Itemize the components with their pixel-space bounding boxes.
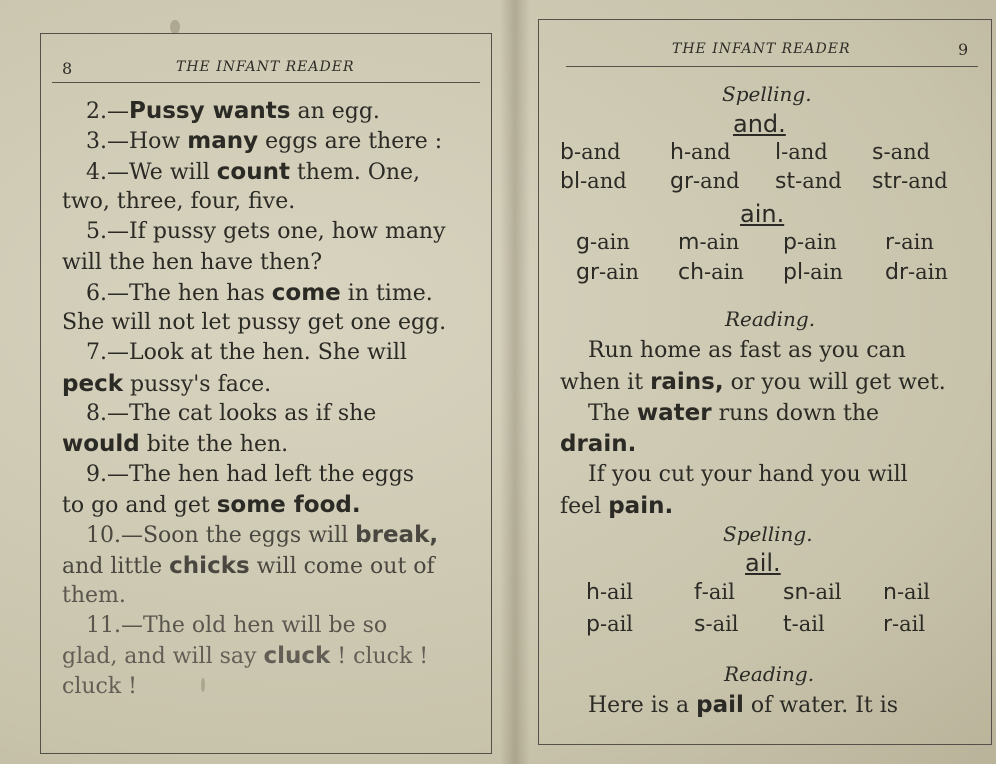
spelling-word: [783, 612, 825, 637]
reading-heading-2: Reading.: [724, 662, 815, 686]
left-page-number: 8: [62, 59, 73, 78]
text-run: will the hen have then?: [62, 249, 323, 275]
text-line: [588, 400, 879, 426]
word-ending: -ain: [796, 230, 837, 254]
word-prefix: n: [883, 580, 897, 605]
spelling-word: [783, 260, 843, 285]
paper-blemish: [170, 20, 180, 34]
emphasized-word: count: [216, 158, 290, 185]
word-prefix: str: [872, 169, 902, 194]
spelling-word: [678, 230, 739, 255]
word-ending: -and: [795, 169, 842, 193]
word-ending: -and: [580, 169, 627, 193]
text-run: Here is a: [588, 693, 697, 718]
word-ending: -ain: [894, 230, 934, 254]
word-prefix: r: [883, 612, 893, 637]
text-line: [86, 401, 376, 426]
word-ending: -ail: [791, 612, 825, 636]
spelling-word: [560, 140, 621, 165]
text-run: cluck !: [62, 673, 138, 699]
spelling-heading-2: Spelling.: [723, 522, 813, 546]
text-run: to go and get: [62, 492, 217, 518]
text-run: 8.—The cat looks as if she: [86, 401, 377, 426]
text-run: will come out of: [249, 553, 435, 579]
text-run: 10.—Soon the eggs will: [86, 523, 356, 549]
emphasized-word: water: [636, 400, 712, 426]
spelling-word: [576, 230, 630, 255]
and-heading: and.: [733, 110, 786, 138]
text-run: She will not let pussy get one egg.: [62, 310, 447, 336]
spelling-word: [560, 169, 627, 194]
text-run: feel: [560, 494, 609, 519]
text-line: [86, 613, 387, 638]
word-prefix: l: [775, 140, 782, 165]
text-line: [62, 583, 126, 608]
word-ending: -ain: [704, 260, 744, 284]
book-gutter: [500, 0, 530, 764]
emphasized-word: would: [62, 431, 140, 458]
text-run: eggs are there :: [258, 129, 443, 155]
emphasized-word: break,: [355, 522, 439, 549]
text-run: and little: [62, 553, 170, 579]
word-prefix: s: [872, 140, 884, 165]
word-prefix: bl: [560, 169, 581, 194]
word-ending: -ain: [599, 260, 639, 284]
text-run: two, three, four, five.: [62, 188, 296, 214]
text-line: [62, 431, 288, 457]
text-run: or you will get wet.: [723, 370, 946, 395]
text-line: [560, 369, 946, 395]
text-line: [62, 674, 137, 699]
text-line: [62, 250, 322, 275]
text-line: [588, 338, 906, 363]
text-line: [62, 189, 295, 214]
text-run: 2.—: [86, 99, 129, 124]
word-ending: -ain: [589, 230, 630, 254]
spelling-word: [872, 169, 948, 194]
left-running-head: THE INFANT READER: [176, 59, 355, 75]
text-line: [86, 522, 438, 548]
word-prefix: ch: [678, 260, 705, 285]
emphasized-word: chicks: [169, 552, 250, 579]
word-ending: -and: [683, 140, 731, 164]
text-run: in time.: [340, 280, 433, 306]
ain-heading: ain.: [740, 200, 785, 228]
text-line: [588, 462, 908, 487]
text-run: them. One,: [289, 159, 421, 185]
text-run: 4.—We will: [86, 159, 217, 185]
text-run: The: [588, 401, 637, 426]
emphasized-word: many: [187, 128, 259, 155]
text-run: 3.—How: [86, 129, 188, 155]
emphasized-word: rains,: [650, 369, 724, 395]
emphasized-word: pain.: [608, 493, 674, 519]
emphasized-word: pail: [696, 692, 744, 718]
word-prefix: m: [678, 230, 700, 255]
word-ending: -and: [781, 140, 828, 164]
text-line: [62, 371, 271, 397]
text-line: [86, 159, 420, 185]
spelling-word: [694, 580, 735, 605]
word-prefix: st: [775, 169, 796, 194]
spelling-word: [586, 580, 633, 605]
word-prefix: sn: [783, 580, 809, 605]
spelling-word: [783, 580, 841, 605]
word-ending: -ain: [803, 260, 843, 284]
text-line: [62, 643, 428, 669]
word-ending: -and: [883, 140, 931, 164]
word-ending: -ail: [808, 580, 842, 604]
word-ending: -ail: [892, 612, 926, 636]
spelling-word: [678, 260, 744, 285]
text-run: an egg.: [290, 99, 380, 124]
word-ending: -ain: [908, 260, 948, 284]
text-run: 7.—Look at the hen. She will: [86, 340, 407, 366]
ail-heading: ail.: [745, 549, 781, 577]
word-prefix: p: [783, 230, 797, 255]
text-line: [62, 553, 435, 579]
word-prefix: h: [670, 140, 684, 165]
spelling-word: [885, 230, 934, 255]
spelling-word: [872, 140, 930, 165]
word-prefix: r: [885, 230, 895, 255]
word-prefix: gr: [670, 169, 694, 194]
spelling-word: [670, 140, 731, 165]
word-ending: -and: [693, 169, 740, 193]
text-run: 5.—If pussy gets one, how many: [86, 219, 446, 245]
spelling-word: [883, 580, 930, 605]
text-run: runs down the: [711, 401, 880, 426]
spelling-word: [885, 260, 948, 285]
word-prefix: p: [586, 612, 600, 637]
text-run: glad, and will say: [62, 644, 264, 670]
text-run: when it: [560, 370, 651, 395]
text-run: 6.—The hen has: [86, 280, 272, 306]
word-prefix: gr: [576, 260, 600, 285]
spelling-word: [576, 260, 639, 285]
text-run: Run home as fast as you can: [588, 338, 906, 363]
text-line: [86, 219, 446, 244]
spelling-word: [775, 140, 828, 165]
text-line: [588, 692, 898, 718]
spelling-word: [694, 612, 739, 637]
text-line: [62, 492, 361, 518]
spelling-word: [586, 612, 633, 637]
word-ending: -ail: [705, 612, 739, 636]
text-run: them.: [62, 582, 126, 608]
paper-blemish: [201, 678, 205, 692]
right-header-rule: [566, 66, 978, 67]
right-running-head: THE INFANT READER: [672, 41, 851, 57]
text-run: bite the hen.: [139, 432, 289, 458]
text-run: 9.—The hen had left the eggs: [86, 461, 415, 487]
emphasized-word: Pussy wants: [129, 98, 291, 124]
text-run: pussy's face.: [123, 371, 272, 397]
word-prefix: h: [586, 580, 600, 605]
emphasized-word: some food.: [216, 491, 361, 518]
word-prefix: f: [694, 580, 702, 605]
word-ending: -and: [573, 140, 621, 164]
text-line: [560, 431, 636, 457]
spelling-word: [783, 230, 837, 255]
emphasized-word: cluck: [263, 643, 331, 670]
word-prefix: s: [694, 612, 706, 637]
left-header-rule: [52, 82, 480, 83]
emphasized-word: peck: [62, 370, 123, 397]
text-line: [86, 462, 414, 487]
word-prefix: dr: [885, 260, 909, 285]
word-prefix: t: [783, 612, 792, 637]
spelling-word: [670, 169, 740, 194]
word-prefix: g: [576, 230, 590, 255]
word-ending: -and: [901, 169, 948, 193]
text-run: If you cut your hand you will: [588, 462, 908, 487]
word-ending: -ail: [599, 580, 634, 604]
spelling-word: [883, 612, 925, 637]
text-line: [560, 493, 673, 519]
reading-heading-1: Reading.: [725, 307, 816, 331]
word-ending: -ail: [896, 580, 931, 604]
word-ending: -ain: [699, 230, 740, 254]
text-run: 11.—The old hen will be so: [86, 613, 388, 639]
text-run: ! cluck !: [330, 644, 429, 670]
text-line: [86, 280, 433, 306]
word-prefix: b: [560, 140, 574, 165]
spelling-word: [775, 169, 842, 194]
text-line: [86, 340, 407, 365]
text-line: [86, 128, 442, 154]
word-ending: -ail: [599, 612, 634, 636]
emphasized-word: drain.: [560, 431, 637, 457]
text-line: [86, 98, 380, 124]
word-prefix: pl: [783, 260, 804, 285]
spelling-heading-1: Spelling.: [722, 82, 812, 106]
word-ending: -ail: [701, 580, 735, 604]
right-page-number: 9: [958, 40, 969, 59]
emphasized-word: come: [271, 279, 341, 306]
text-line: [62, 310, 446, 335]
text-run: of water. It is: [743, 693, 899, 718]
